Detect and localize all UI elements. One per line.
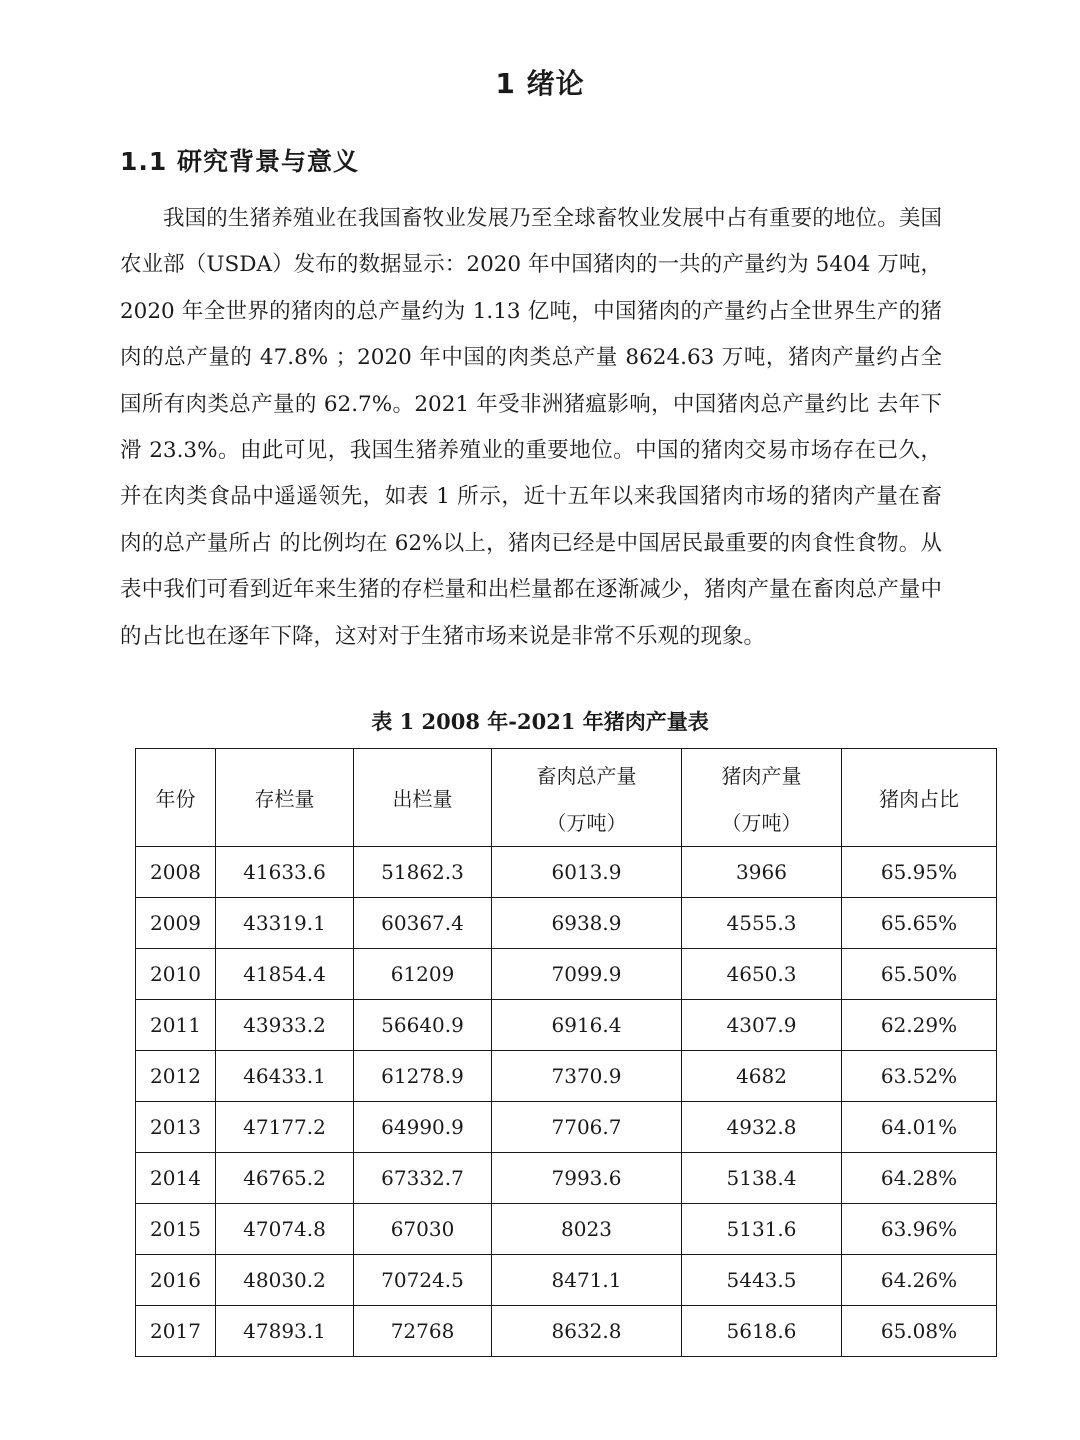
table-cell: 2010 — [136, 949, 216, 1000]
section-title: 1.1 研究背景与意义 — [120, 147, 359, 176]
table-cell: 8632.8 — [492, 1306, 682, 1357]
table-cell: 3966 — [682, 847, 842, 898]
table-cell: 46433.1 — [216, 1051, 354, 1102]
table-cell: 64.26% — [842, 1255, 997, 1306]
table-cell: 5131.6 — [682, 1204, 842, 1255]
table-cell: 48030.2 — [216, 1255, 354, 1306]
table-cell: 63.96% — [842, 1204, 997, 1255]
column-header — [492, 749, 682, 847]
table-cell: 6013.9 — [492, 847, 682, 898]
table-cell: 2012 — [136, 1051, 216, 1102]
table-cell: 65.50% — [842, 949, 997, 1000]
table-cell: 64.01% — [842, 1102, 997, 1153]
table-row — [136, 1306, 997, 1357]
column-header-label: 猪肉占比 — [879, 787, 959, 811]
table-cell: 8471.1 — [492, 1255, 682, 1306]
table-cell: 43933.2 — [216, 1000, 354, 1051]
table-cell: 65.65% — [842, 898, 997, 949]
table-cell: 56640.9 — [354, 1000, 492, 1051]
table-cell: 7370.9 — [492, 1051, 682, 1102]
table-cell: 8023 — [492, 1204, 682, 1255]
table-cell: 7706.7 — [492, 1102, 682, 1153]
table-cell: 2017 — [136, 1306, 216, 1357]
table-cell: 2014 — [136, 1153, 216, 1204]
column-header-label: 畜肉总产量 — [536, 763, 637, 788]
table-cell: 63.52% — [842, 1051, 997, 1102]
table-cell: 7993.6 — [492, 1153, 682, 1204]
table-cell: 6938.9 — [492, 898, 682, 949]
table-caption: 表 1 2008 年-2021 年猪肉产量表 — [371, 709, 709, 734]
table-cell: 6916.4 — [492, 1000, 682, 1051]
table-cell: 61278.9 — [354, 1051, 492, 1102]
table-cell: 65.08% — [842, 1306, 997, 1357]
table-cell: 47893.1 — [216, 1306, 354, 1357]
column-header — [842, 749, 997, 847]
table-cell: 7099.9 — [492, 949, 682, 1000]
table-cell: 41633.6 — [216, 847, 354, 898]
table-cell: 47074.8 — [216, 1204, 354, 1255]
column-header-unit: （万吨） — [721, 810, 802, 835]
table-body — [136, 847, 997, 1357]
table-cell: 4932.8 — [682, 1102, 842, 1153]
table-cell: 43319.1 — [216, 898, 354, 949]
table-row — [136, 1000, 997, 1051]
column-header — [136, 749, 216, 847]
table-cell: 67030 — [354, 1204, 492, 1255]
table-cell: 46765.2 — [216, 1153, 354, 1204]
table-cell: 64.28% — [842, 1153, 997, 1204]
table-header-row — [136, 749, 997, 847]
table-cell: 2011 — [136, 1000, 216, 1051]
chapter-title: 1 绪论 — [495, 67, 585, 100]
table-cell: 51862.3 — [354, 847, 492, 898]
table-row — [136, 1255, 997, 1306]
body-paragraph: 我国的生猪养殖业在我国畜牧业发展乃至全球畜牧业发展中占有重要的地位。美国农业部（USDA）发布的数据显示：2020 年中国猪肉的一共的产量约为 5404 万吨，2020 年全世界的猪肉的总产量约为 1.13 亿吨，中国猪肉的产量约占全世界生产的猪肉的总产量的 47.8% ；2020 年中国的肉类总产量 8624.63 万吨，猪肉产量约占全国所有肉类总产量的 62.7%。2021 年受非洲猪瘟影响，中国猪肉总产量约比 去年下滑 23.3%。由此可见，我国生猪养殖业的重要地位。中国的猪肉交易市场存在已久，并在肉类食品中遥遥领先，如表 1 所示，近十五年以来我国猪肉市场的猪肉产量在畜肉的总产量所占 的比例均在 62%以上，猪肉已经是中国居民最重要的肉食性食物。从表中我们可看到近年来生猪的存栏量和出栏量都在逐渐减少，猪肉产量在畜肉总产量中的占比也在逐年下降，这对对于生猪市场来说是非常不乐观的现象。 — [120, 206, 942, 649]
table-cell: 4307.9 — [682, 1000, 842, 1051]
column-header — [682, 749, 842, 847]
column-header-label: 年份 — [155, 787, 196, 811]
column-header-unit: （万吨） — [546, 810, 627, 835]
table-cell: 2009 — [136, 898, 216, 949]
table-row — [136, 1102, 997, 1153]
table-cell: 5443.5 — [682, 1255, 842, 1306]
table-cell: 47177.2 — [216, 1102, 354, 1153]
table-cell: 5138.4 — [682, 1153, 842, 1204]
table-row — [136, 1051, 997, 1102]
column-header-label: 出栏量 — [392, 787, 453, 811]
column-header — [354, 749, 492, 847]
table-cell: 62.29% — [842, 1000, 997, 1051]
table-cell: 2013 — [136, 1102, 216, 1153]
table-cell: 2015 — [136, 1204, 216, 1255]
pork-production-table — [135, 748, 997, 1357]
table-cell: 64990.9 — [354, 1102, 492, 1153]
table-cell: 4682 — [682, 1051, 842, 1102]
table-row — [136, 898, 997, 949]
table-cell: 70724.5 — [354, 1255, 492, 1306]
table-cell: 61209 — [354, 949, 492, 1000]
table-cell: 2008 — [136, 847, 216, 898]
column-header-label: 存栏量 — [254, 787, 315, 811]
table-row — [136, 847, 997, 898]
table-row — [136, 1204, 997, 1255]
table-cell: 67332.7 — [354, 1153, 492, 1204]
column-header-label: 猪肉产量 — [721, 763, 802, 788]
table-cell: 4555.3 — [682, 898, 842, 949]
table-cell: 60367.4 — [354, 898, 492, 949]
table-cell: 65.95% — [842, 847, 997, 898]
table-cell: 41854.4 — [216, 949, 354, 1000]
column-header — [216, 749, 354, 847]
table-cell: 2016 — [136, 1255, 216, 1306]
table-cell: 4650.3 — [682, 949, 842, 1000]
table-row — [136, 1153, 997, 1204]
table-cell: 5618.6 — [682, 1306, 842, 1357]
table-row — [136, 949, 997, 1000]
table-cell: 72768 — [354, 1306, 492, 1357]
